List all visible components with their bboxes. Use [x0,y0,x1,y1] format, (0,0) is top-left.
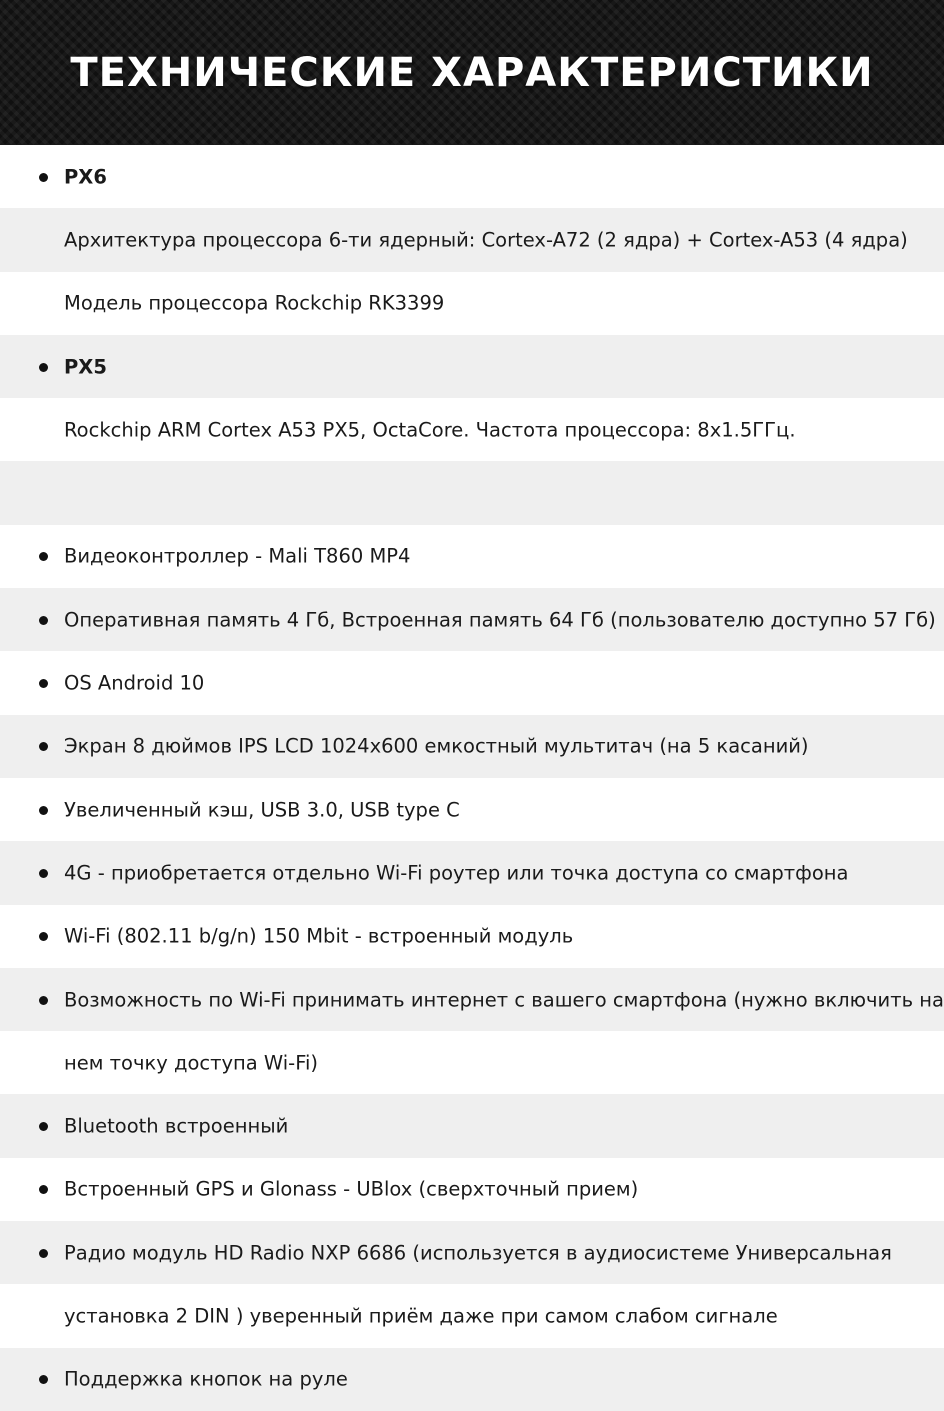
bullet-icon [39,679,48,688]
spec-row [0,1348,944,1411]
spec-row [0,208,944,271]
spec-text: Радио модуль HD Radio NXP 6686 (используется в аудиосистеме Универсальная [64,1240,892,1264]
spec-row [0,145,944,208]
spec-list [0,145,944,1411]
spec-row [0,588,944,651]
spec-text: PX6 [64,164,107,188]
spec-row [0,461,944,524]
bullet-icon [39,616,48,625]
spec-row [0,715,944,778]
bullet-icon [39,1375,48,1384]
bullet-icon [39,1122,48,1131]
bullet-icon [39,1249,48,1258]
spec-row [0,778,944,841]
spec-text: Модель процессора Rockchip RK3399 [64,291,445,315]
spec-text: установка 2 DIN ) уверенный приём даже при самом слабом сигнале [64,1304,778,1328]
bullet-icon [39,1185,48,1194]
spec-text: PX5 [64,354,107,378]
spec-row [0,905,944,968]
spec-text: Видеоконтроллер - Mali T860 MP4 [64,544,411,568]
spec-text: Увеличенный кэш, USB 3.0, USB type C [64,797,460,821]
spec-row [0,1284,944,1347]
spec-text: OS Android 10 [64,671,205,695]
spec-text: нем точку доступа Wi-Fi) [64,1051,319,1075]
bullet-icon [39,996,48,1005]
spec-row [0,651,944,714]
spec-row [0,1221,944,1284]
spec-text: Rockchip ARM Cortex A53 PX5, OctaCore. Частота процессора: 8x1.5ГГц. [64,418,796,442]
bullet-icon [39,932,48,941]
bullet-icon [39,363,48,372]
spec-text: Поддержка кнопок на руле [64,1367,348,1391]
spec-row [0,1158,944,1221]
spec-text: Экран 8 дюймов IPS LCD 1024x600 емкостный мультитач (на 5 касаний) [64,734,809,758]
spec-text: Wi-Fi (802.11 b/g/n) 150 Mbit - встроенный модуль [64,924,574,948]
bullet-icon [39,552,48,561]
spec-row [0,272,944,335]
bullet-icon [39,173,48,182]
spec-row [0,398,944,461]
spec-text: Архитектура процессора 6-ти ядерный: Cortex-A72 (2 ядра) + Cortex-A53 (4 ядра) [64,228,908,252]
spec-text: Встроенный GPS и Glonass - UBlox (сверхточный прием) [64,1177,639,1201]
page-title: ТЕХНИЧЕСКИЕ ХАРАКТЕРИСТИКИ [70,49,874,96]
spec-row [0,1031,944,1094]
spec-text: Bluetooth встроенный [64,1114,289,1138]
spec-row [0,525,944,588]
bullet-icon [39,742,48,751]
header-banner [0,0,944,145]
spec-text: Оперативная память 4 Гб, Встроенная память 64 Гб (пользователю доступно 57 Гб) [64,607,936,631]
bullet-icon [39,806,48,815]
spec-row [0,335,944,398]
spec-row [0,841,944,904]
spec-row [0,968,944,1031]
bullet-icon [39,869,48,878]
spec-row [0,1094,944,1157]
spec-text: Возможность по Wi-Fi принимать интернет с вашего смартфона (нужно включить на [64,987,944,1011]
spec-text: 4G - приобретается отдельно Wi-Fi роутер или точка доступа со смартфона [64,861,849,885]
